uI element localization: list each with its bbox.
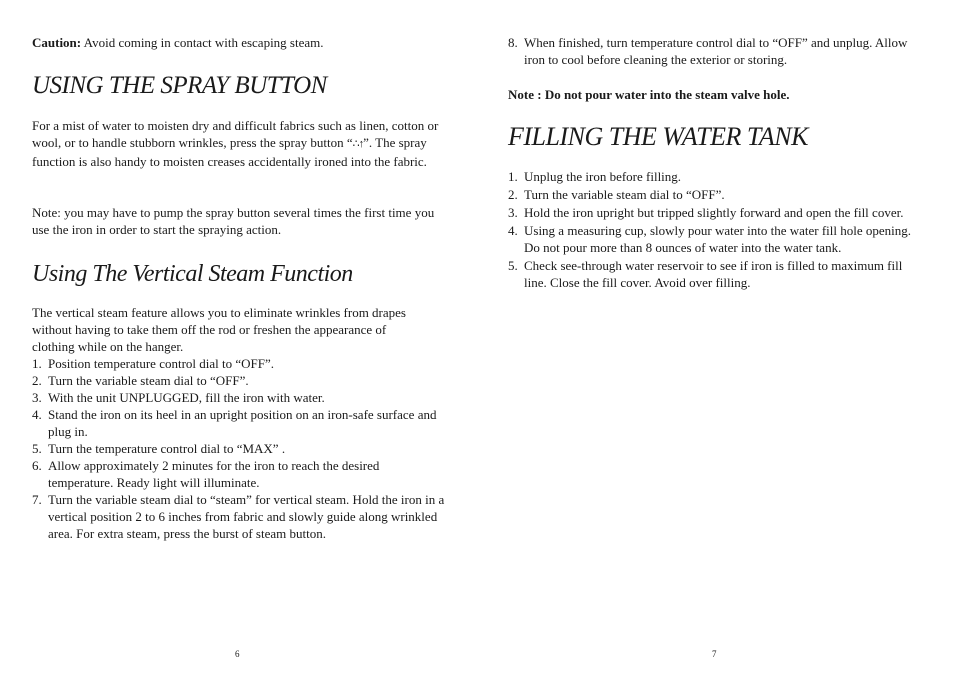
caution-text: Avoid coming in contact with escaping steam. xyxy=(81,35,324,50)
page-number-right: 7 xyxy=(712,649,717,659)
step-number: 2. xyxy=(508,187,518,202)
step-text: Position temperature control dial to “OFF”. xyxy=(48,356,275,371)
list-item xyxy=(32,440,447,457)
list-item xyxy=(508,168,918,185)
step-number: 1. xyxy=(32,356,42,371)
vertical-steam-steps xyxy=(32,355,447,542)
step-text: Stand the iron on its heel in an upright position on an iron-safe surface and plug in. xyxy=(48,407,437,439)
list-item xyxy=(508,186,918,203)
page-number-left: 6 xyxy=(235,649,240,659)
caution-paragraph xyxy=(32,34,447,51)
list-item xyxy=(32,389,447,406)
step-number: 4. xyxy=(32,407,42,422)
step-number: 4. xyxy=(508,223,518,238)
step-text: With the unit UNPLUGGED, fill the iron with water. xyxy=(48,390,325,405)
note-paragraph: Note: you may have to pump the spray button several times the first time you use the iron in order to start the spraying action. xyxy=(32,205,435,237)
list-item xyxy=(32,372,447,389)
list-item xyxy=(508,204,918,221)
list-item xyxy=(32,457,447,491)
step-text: Hold the iron upright but tripped slightly forward and open the fill cover. xyxy=(524,205,904,220)
step-text: Allow approximately 2 minutes for the iron to reach the desired temperature. Ready light will illuminate. xyxy=(48,458,380,490)
list-item xyxy=(32,491,447,542)
caution-label: Caution: xyxy=(32,35,82,50)
list-item xyxy=(508,222,918,256)
list-item xyxy=(508,34,918,68)
list-item xyxy=(508,257,918,291)
filling-tank-heading: FILLING THE WATER TANK xyxy=(508,122,808,151)
list-item xyxy=(32,355,447,372)
vertical-steam-intro: The vertical steam feature allows you to eliminate wrinkles from drapes without having to take them off the rod or freshen the appearance of clothing while on the hanger. xyxy=(32,305,406,354)
step-text: Turn the temperature control dial to “MAX” . xyxy=(48,441,286,456)
step-number: 7. xyxy=(32,492,42,507)
spray-paragraph-text: For a mist of water to moisten dry and difficult fabrics such as linen, cotton or wool, or to handle stubborn wrinkles, press the spray button “ xyxy=(32,118,439,150)
step-number: 5. xyxy=(32,441,42,456)
step-text: Turn the variable steam dial to “OFF”. xyxy=(48,373,249,388)
step-number: 3. xyxy=(32,390,42,405)
step-text: Using a measuring cup, slowly pour water into the water fill hole opening. Do not pour more than 8 ounces of water into the water tank. xyxy=(524,223,912,255)
step-number: 5. xyxy=(508,258,518,273)
vertical-steam-steps-continued xyxy=(508,34,918,68)
filling-tank-steps xyxy=(508,168,918,292)
spray-paragraph-text-end: ”. The spray function is also handy to moisten creases accidentally ironed into the fabric. xyxy=(32,135,427,169)
step-number: 8. xyxy=(508,35,518,50)
spray-paragraph xyxy=(32,117,447,170)
spray-steam-icon: ∴↑ xyxy=(352,138,364,150)
step-text: Turn the variable steam dial to “OFF”. xyxy=(524,187,725,202)
step-text: Unplug the iron before filling. xyxy=(524,169,682,184)
step-text: When finished, turn temperature control dial to “OFF” and unplug. Allow iron to cool before cleaning the exterior or storing. xyxy=(524,35,908,67)
list-item xyxy=(32,406,447,440)
step-text: Turn the variable steam dial to “steam” for vertical steam. Hold the iron in a vertical position 2 to 6 inches from fabric and slowly guide along wrinkled area. For extra steam, press the burst of steam button. xyxy=(48,492,445,541)
step-number: 3. xyxy=(508,205,518,220)
step-number: 1. xyxy=(508,169,518,184)
steam-valve-note: Note : Do not pour water into the steam valve hole. xyxy=(508,87,790,102)
step-number: 2. xyxy=(32,373,42,388)
step-number: 6. xyxy=(32,458,42,473)
step-text: Check see-through water reservoir to see if iron is filled to maximum fill line. Close the fill cover. Avoid over filling. xyxy=(524,258,903,290)
vertical-steam-heading: Using The Vertical Steam Function xyxy=(32,261,353,287)
spray-button-heading: USING THE SPRAY BUTTON xyxy=(32,72,327,99)
